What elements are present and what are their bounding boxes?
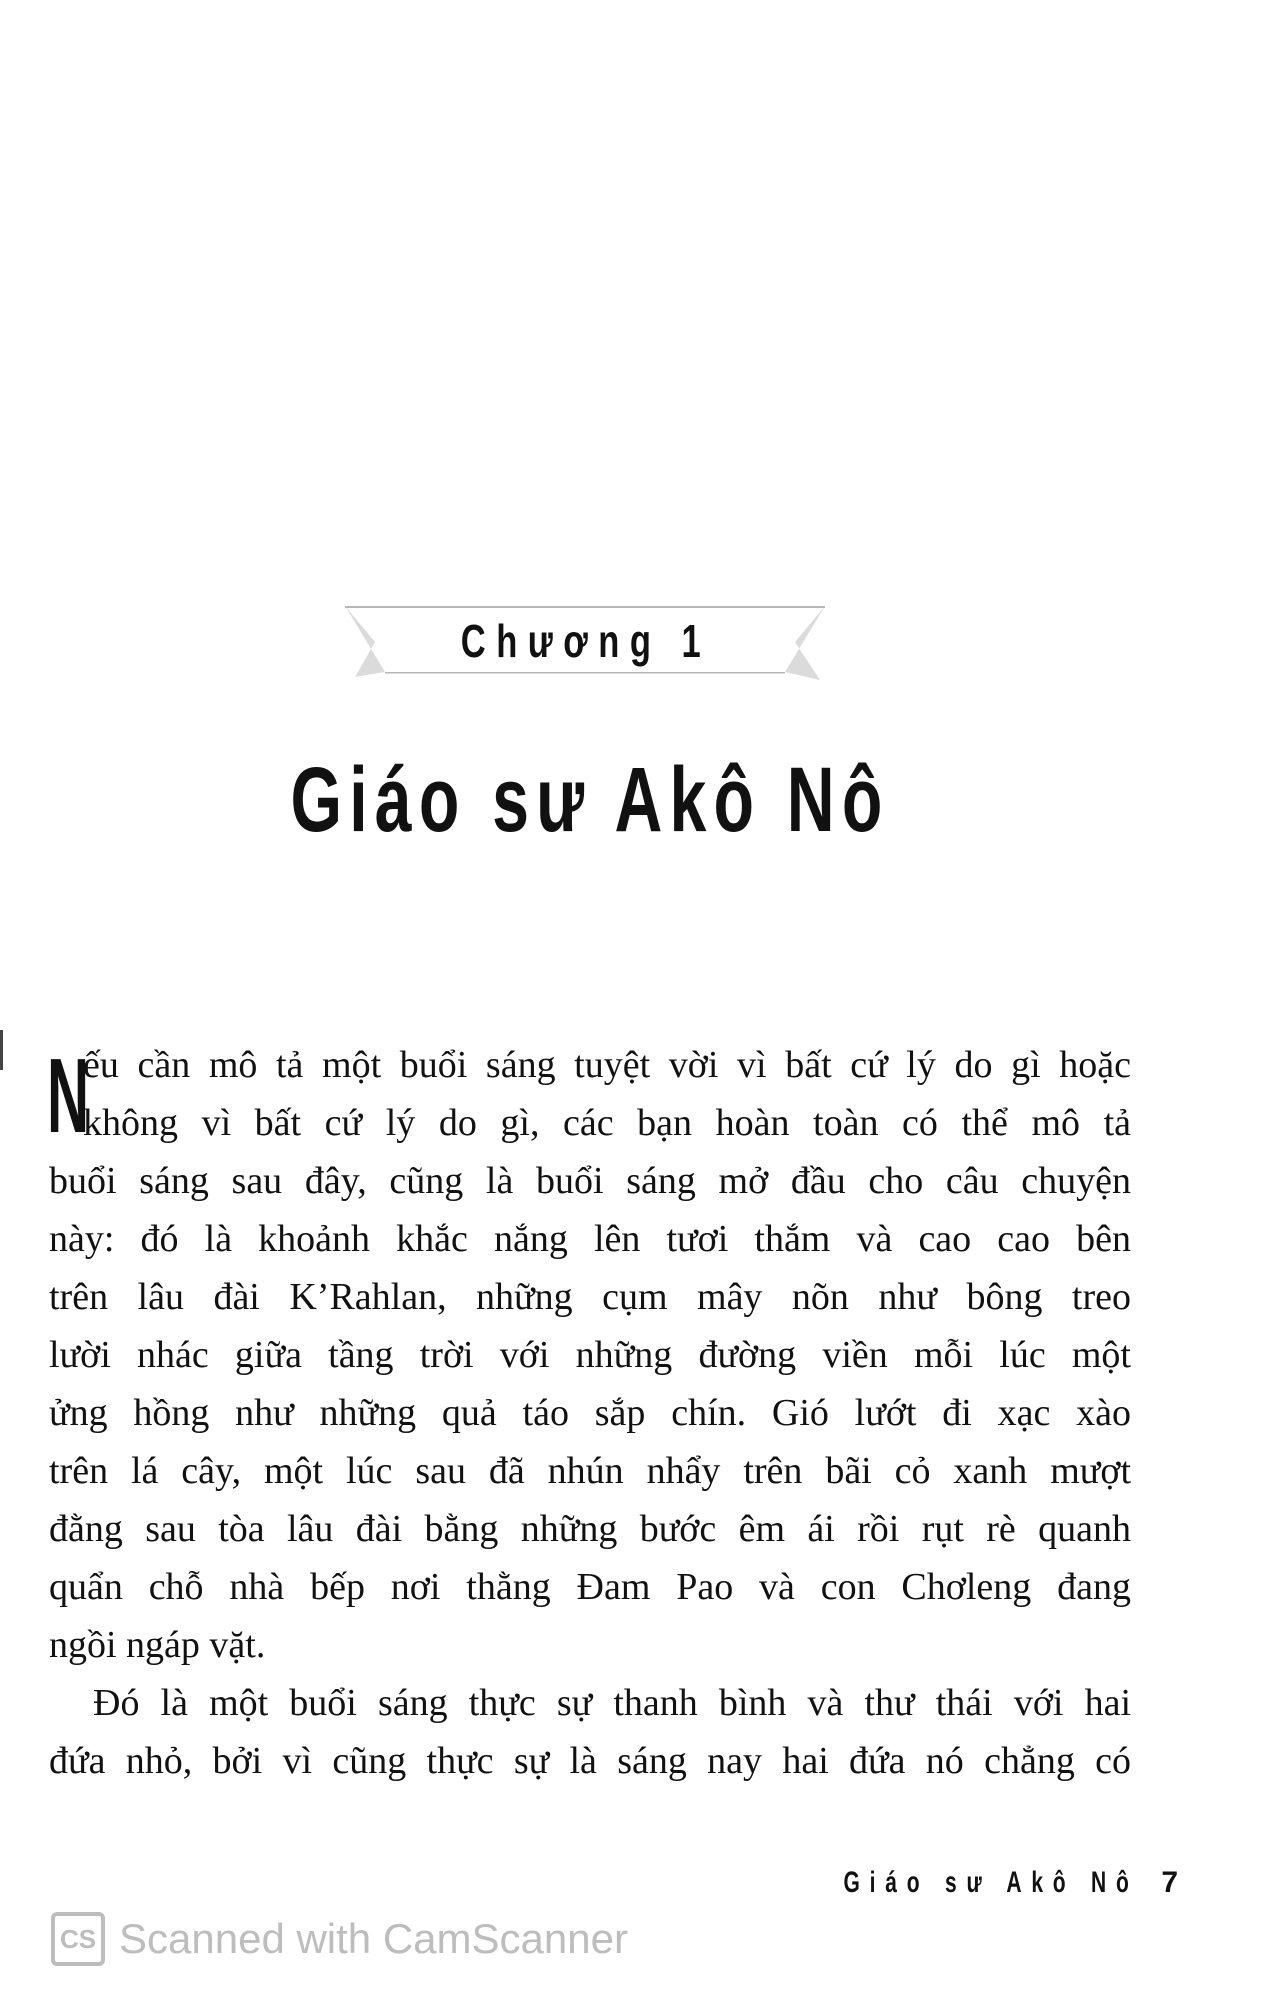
text-line: lười nhác giữa tầng trời với những đường viền mỗi lúc một — [49, 1334, 1131, 1376]
text-line: ngồi ngáp vặt. — [49, 1624, 266, 1666]
chapter-title — [0, 748, 1180, 853]
camscanner-watermark — [51, 1912, 628, 1966]
text-line: trên lâu đài K’Rahlan, những cụm mây nõn như bông treo — [49, 1276, 1131, 1318]
chapter-banner — [345, 592, 827, 692]
camscanner-logo-icon: CS — [51, 1912, 105, 1966]
text-line: Đó là một buổi sáng thực sự thanh bình và thư thái với hai — [93, 1682, 1131, 1724]
text-line: buổi sáng sau đây, cũng là buổi sáng mở đầu cho câu chuyện — [49, 1160, 1131, 1202]
page-footer — [717, 1866, 1192, 1900]
text-line: ửng hồng như những quả táo sắp chín. Gió lướt đi xạc xào — [49, 1392, 1131, 1434]
chapter-title-text: Giáo sư Akô Nô — [290, 749, 890, 851]
drop-cap: N — [47, 1037, 90, 1155]
text-line: đứa nhỏ, bởi vì cũng thực sự là sáng nay hai đứa nó chẳng có — [49, 1740, 1131, 1782]
text-line: đằng sau tòa lâu đài bằng những bước êm ái rồi rụt rè quanh — [49, 1508, 1131, 1550]
running-title: Giáo sư Akô Nô — [843, 1866, 1139, 1899]
text-line: này: đó là khoảnh khắc nắng lên tươi thắm và cao cao bên — [49, 1218, 1131, 1260]
page-number: 7 — [1161, 1866, 1192, 1899]
scan-edge-mark — [0, 1030, 3, 1070]
text-line: ếu cần mô tả một buổi sáng tuyệt vời vì bất cứ lý do gì hoặc — [83, 1044, 1131, 1086]
text-line: không vì bất cứ lý do gì, các bạn hoàn toàn có thể mô tả — [83, 1102, 1131, 1144]
body-text — [49, 1036, 1131, 1790]
text-line: trên lá cây, một lúc sau đã nhún nhẩy trên bãi cỏ xanh mượt — [49, 1450, 1131, 1492]
text-line: quẩn chỗ nhà bếp nơi thằng Đam Pao và con Chơleng đang — [49, 1566, 1131, 1608]
watermark-text: Scanned with CamScanner — [119, 1915, 628, 1962]
chapter-label: Chương 1 — [460, 615, 712, 667]
